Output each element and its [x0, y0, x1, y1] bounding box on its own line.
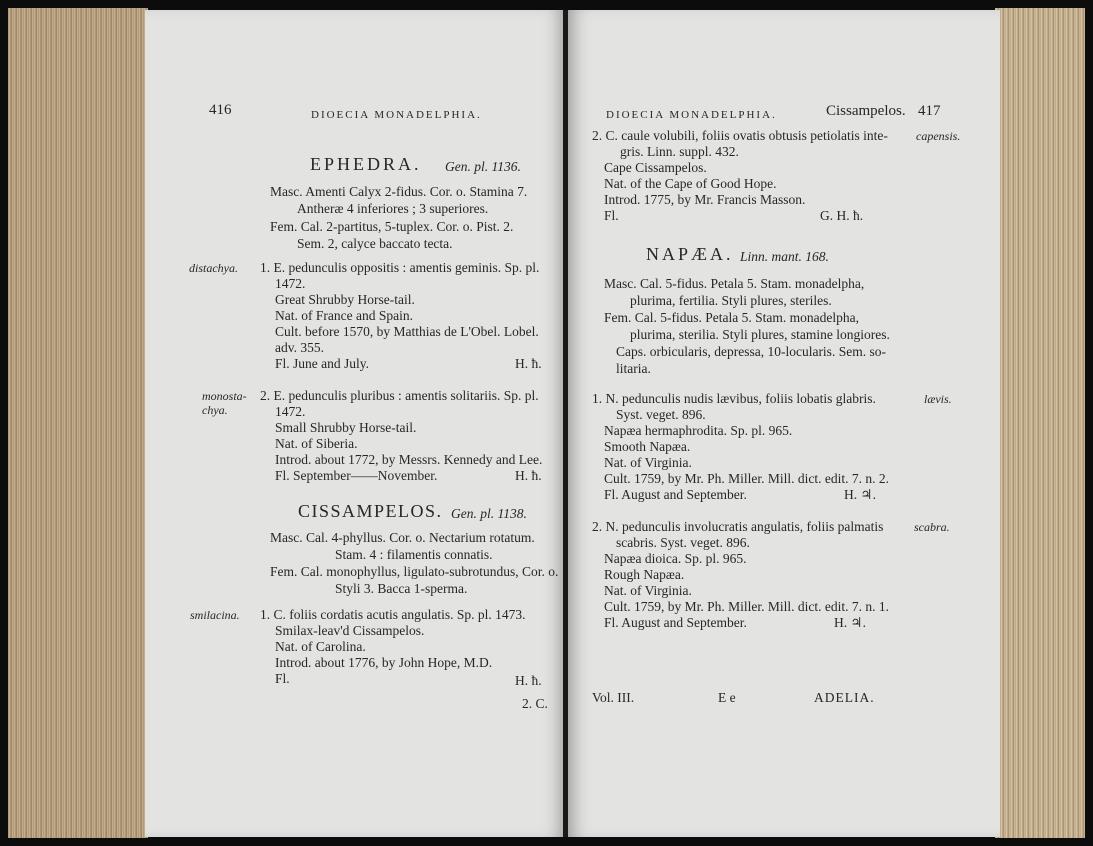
species-margin-name: scabra. — [914, 520, 950, 534]
catchword-right: ADELIA. — [814, 690, 875, 705]
char-line: Stam. 4 : filamentis connatis. — [335, 547, 493, 562]
left-page — [145, 10, 565, 837]
species-line: Introd. about 1776, by John Hope, M.D. — [275, 655, 493, 670]
genus-ref-ephedra: Gen. pl. 1136. — [445, 159, 521, 174]
running-genus: Cissampelos. — [826, 103, 906, 119]
species-line: Fl. August and September. — [604, 487, 747, 502]
species-line: Nat. of Virginia. — [604, 455, 692, 470]
species-line: 1. N. pedunculis nudis lævibus, foliis lobatis glabris. — [592, 391, 876, 406]
char-line: Caps. orbicularis, depressa, 10-locularis. Sem. so- — [616, 344, 886, 359]
char-line: Fem. Cal. 2-partitus, 5-tuplex. Cor. o. Pist. 2. — [270, 219, 514, 234]
char-line: Fem. Cal. monophyllus, ligulato-subrotundus, Cor. o. — [270, 564, 559, 579]
species-line: 1. E. pedunculis oppositis : amentis geminis. Sp. pl. — [260, 260, 540, 275]
species-line: Cult. 1759, by Mr. Ph. Miller. Mill. dict. edit. 7. n. 2. — [604, 471, 890, 486]
species-line: Fl. August and September. — [604, 615, 747, 630]
species-line: Great Shrubby Horse-tail. — [275, 292, 415, 307]
char-line: Antheræ 4 inferiores ; 3 superiores. — [297, 201, 489, 216]
right-page — [568, 10, 1000, 837]
species-habit: H. ♃. — [844, 487, 876, 502]
footer-signature: E e — [718, 690, 736, 705]
species-line: Nat. of Carolina. — [275, 639, 366, 654]
species-line: Smooth Napæa. — [604, 439, 691, 454]
species-habit: H. ♃. — [834, 615, 866, 630]
species-line: scabris. Syst. veget. 896. — [616, 535, 750, 550]
catchword-left: 2. C. — [522, 696, 548, 711]
species-margin-name: lævis. — [924, 392, 952, 406]
species-line: 1. C. foliis cordatis acutis angulatis. Sp. pl. 1473. — [260, 607, 526, 622]
char-line: litaria. — [616, 361, 651, 376]
species-line: Cult. before 1570, by Matthias de L'Obel. Lobel. — [275, 324, 539, 339]
species-line: Nat. of Siberia. — [275, 436, 358, 451]
species-habit: H. ħ. — [515, 673, 542, 688]
genus-title-ephedra: EPHEDRA. — [310, 154, 422, 174]
species-line: Nat. of France and Spain. — [275, 308, 413, 323]
book-page-edges-right — [995, 8, 1085, 838]
species-line: Fl. — [604, 208, 619, 223]
running-head-right: DIOECIA MONADELPHIA. — [606, 109, 777, 121]
species-margin-name: chya. — [202, 403, 228, 417]
species-line: Rough Napæa. — [604, 567, 685, 582]
species-line: Cape Cissampelos. — [604, 160, 707, 175]
species-habit: G. H. ħ. — [820, 208, 864, 223]
running-head-left: DIOECIA MONADELPHIA. — [311, 109, 482, 121]
species-line: adv. 355. — [275, 340, 324, 355]
species-habit: H. ħ. — [515, 468, 542, 483]
char-line: Masc. Cal. 5-fidus. Petala 5. Stam. monadelpha, — [604, 276, 865, 291]
species-line: 2. N. pedunculis involucratis angulatis, foliis palmatis — [592, 519, 884, 534]
species-margin-name: monosta- — [202, 389, 247, 403]
species-line: Introd. 1775, by Mr. Francis Masson. — [604, 192, 806, 207]
species-line: Nat. of the Cape of Good Hope. — [604, 176, 777, 191]
species-line: Fl. September——November. — [275, 468, 438, 483]
char-line: Sem. 2, calyce baccato tecta. — [297, 236, 453, 251]
species-line: Fl. — [275, 671, 290, 686]
species-margin-name: smilacina. — [190, 608, 240, 622]
book-page-edges-left — [8, 8, 148, 838]
page-number-left: 416 — [209, 102, 232, 118]
species-line: 1472. — [275, 276, 306, 291]
species-line: 2. E. pedunculis pluribus : amentis solitariis. Sp. pl. — [260, 388, 539, 403]
species-habit: H. ħ. — [515, 356, 542, 371]
char-line: plurima, sterilia. Styli plures, stamine longiores. — [630, 327, 890, 342]
species-line: Syst. veget. 896. — [616, 407, 706, 422]
species-line: 1472. — [275, 404, 306, 419]
species-line: Napæa dioica. Sp. pl. 965. — [604, 551, 747, 566]
char-line: Fem. Cal. 5-fidus. Petala 5. Stam. monadelpha, — [604, 310, 859, 325]
genus-title-napaea: NAPÆA. — [646, 244, 734, 264]
species-line: 2. C. caule volubili, foliis ovatis obtusis petiolatis inte- — [592, 128, 888, 143]
species-line: Smilax-leav'd Cissampelos. — [275, 623, 425, 638]
species-line: Nat. of Virginia. — [604, 583, 692, 598]
char-line: Styli 3. Bacca 1-sperma. — [335, 581, 468, 596]
footer-volume: Vol. III. — [592, 690, 635, 705]
species-line: Napæa hermaphrodita. Sp. pl. 965. — [604, 423, 793, 438]
char-line: Masc. Cal. 4-phyllus. Cor. o. Nectarium rotatum. — [270, 530, 535, 545]
genus-ref-cissampelos: Gen. pl. 1138. — [451, 506, 527, 521]
page-number-right: 417 — [918, 103, 941, 119]
char-line: plurima, fertilia. Styli plures, steriles. — [630, 293, 832, 308]
char-line: Masc. Amenti Calyx 2-fidus. Cor. o. Stamina 7. — [270, 184, 528, 199]
species-margin-name: distachya. — [189, 261, 238, 275]
genus-ref-napaea: Linn. mant. 168. — [740, 249, 829, 264]
species-line: gris. Linn. suppl. 432. — [620, 144, 739, 159]
species-line: Small Shrubby Horse-tail. — [275, 420, 417, 435]
genus-title-cissampelos: CISSAMPELOS. — [298, 501, 443, 521]
species-margin-name: capensis. — [916, 129, 961, 143]
species-line: Fl. June and July. — [275, 356, 369, 371]
species-line: Introd. about 1772, by Messrs. Kennedy and Lee. — [275, 452, 543, 467]
species-line: Cult. 1759, by Mr. Ph. Miller. Mill. dict. edit. 7. n. 1. — [604, 599, 890, 614]
